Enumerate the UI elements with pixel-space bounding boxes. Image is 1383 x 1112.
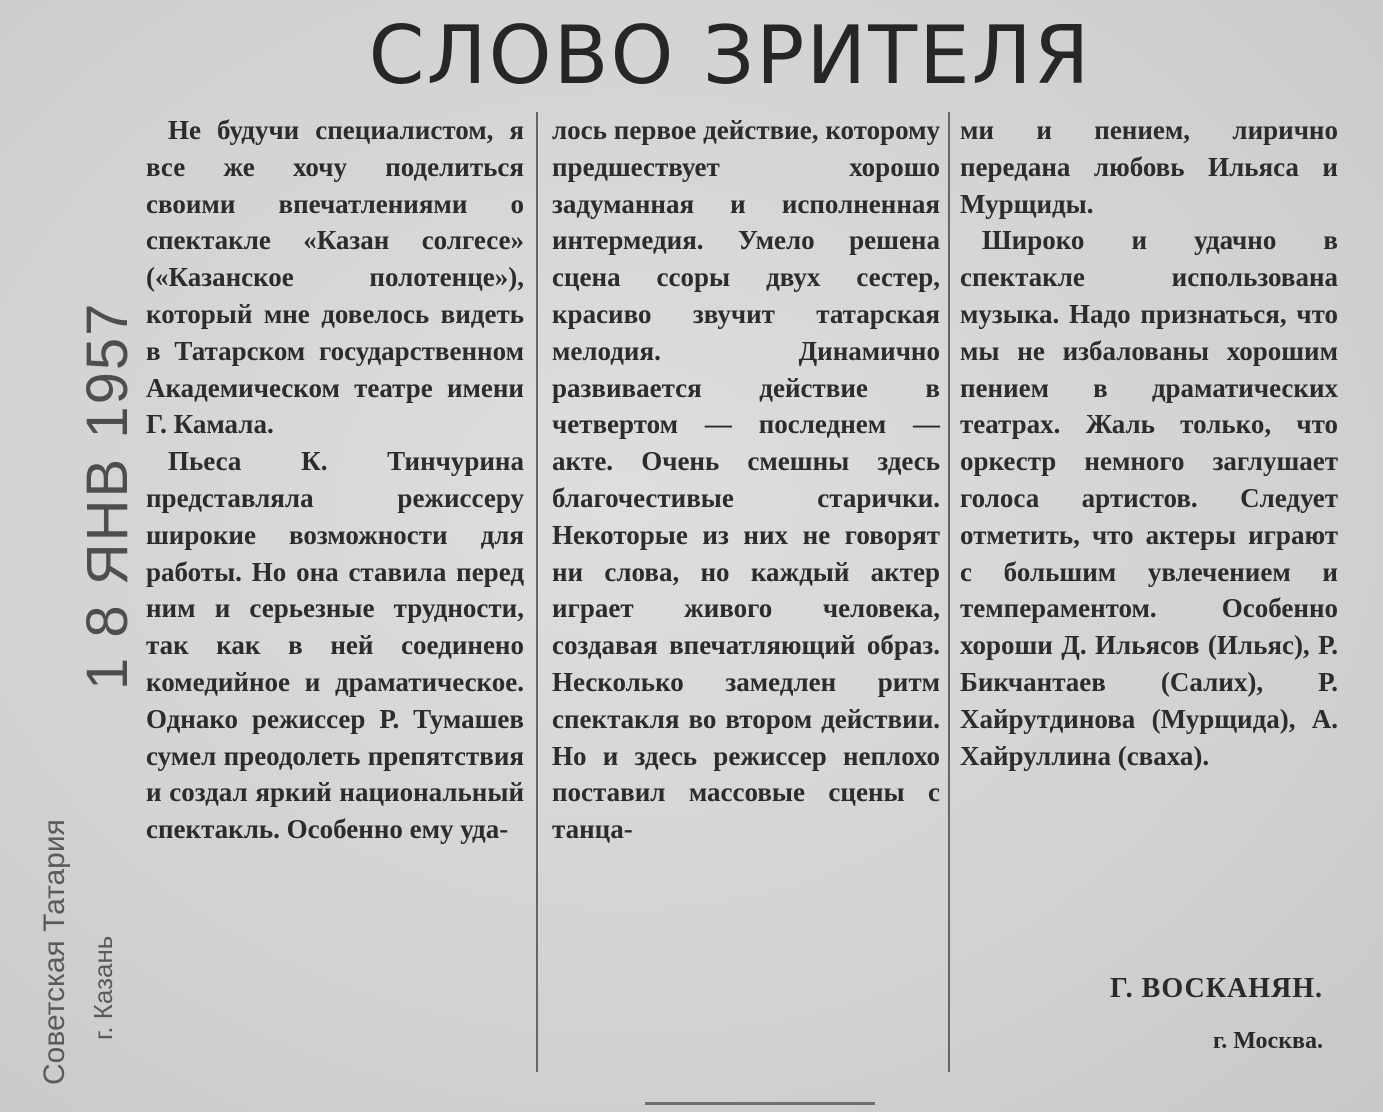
- column-divider: [948, 112, 950, 1072]
- paragraph: Широко и удачно в спектакле использована музыка. Надо признаться, что мы не избалованы хорошим пением в драматических театрах. Жаль только, что оркестр немного заглушает голоса артистов. Следует отметить, что актеры играют с большим увлечением и темпераментом. Особенно хороши Д. Ильясов (Ильяс), Р. Бикчантаев (Салих), Р. Хайрутдинова (Мурщида), А. Хайруллина (сваха).: [960, 225, 1338, 771]
- paragraph: ми и пением, лирично передана любовь Ильяса и Мурщиды.: [960, 115, 1338, 219]
- article-column-1: [146, 112, 524, 848]
- archive-stamp: [30, 110, 140, 1100]
- paragraph: Не будучи специалистом, я все же хочу поделиться своими впечатлениями о спектакле «Казан солгесе» («Казанское полотенце»), который мне довелось видеть в Татарском государственном Академическом театре имени Г. Камала.: [146, 115, 524, 440]
- bottom-divider: [645, 1102, 875, 1105]
- article-column-2: [552, 112, 940, 848]
- stamp-newspaper-name: Советская Татария: [38, 819, 71, 1085]
- stamp-city: г. Казань: [88, 935, 118, 1040]
- paragraph: Пьеса К. Тинчурина представляла режиссеру широкие возможности для работы. Но она ставила перед ним и серьезные трудности, так как в ней соединено комедийное и драматическое. Однако режиссер Р. Тумашев сумел преодолеть препятствия и создал яркий национальный спектакль. Особенно ему уда-: [146, 446, 524, 845]
- author-city: г. Москва.: [1213, 1028, 1323, 1054]
- column-divider: [536, 112, 538, 1072]
- author-signature: Г. ВОСКАНЯН.: [1110, 973, 1323, 1004]
- article-column-3: [960, 112, 1338, 774]
- stamp-date: 1 8 ЯНВ 1957: [75, 301, 140, 690]
- article-title: СЛОВО ЗРИТЕЛЯ: [368, 9, 1092, 102]
- paragraph: лось первое действие, которому предшествует хорошо задуманная и исполненная интермедия. Умело решена сцена ссоры двух сестер, красиво звучит татарская мелодия. Динамично развивается действие в четвертом — последнем — акте. Очень смешны здесь благочестивые старички. Некоторые из них не говорят ни слова, но каждый актер играет живого человека, создавая впечатляющий образ. Несколько замедлен ритм спектакля во втором действии. Но и здесь режиссер неплохо поставил массовые сцены с танца-: [552, 115, 940, 845]
